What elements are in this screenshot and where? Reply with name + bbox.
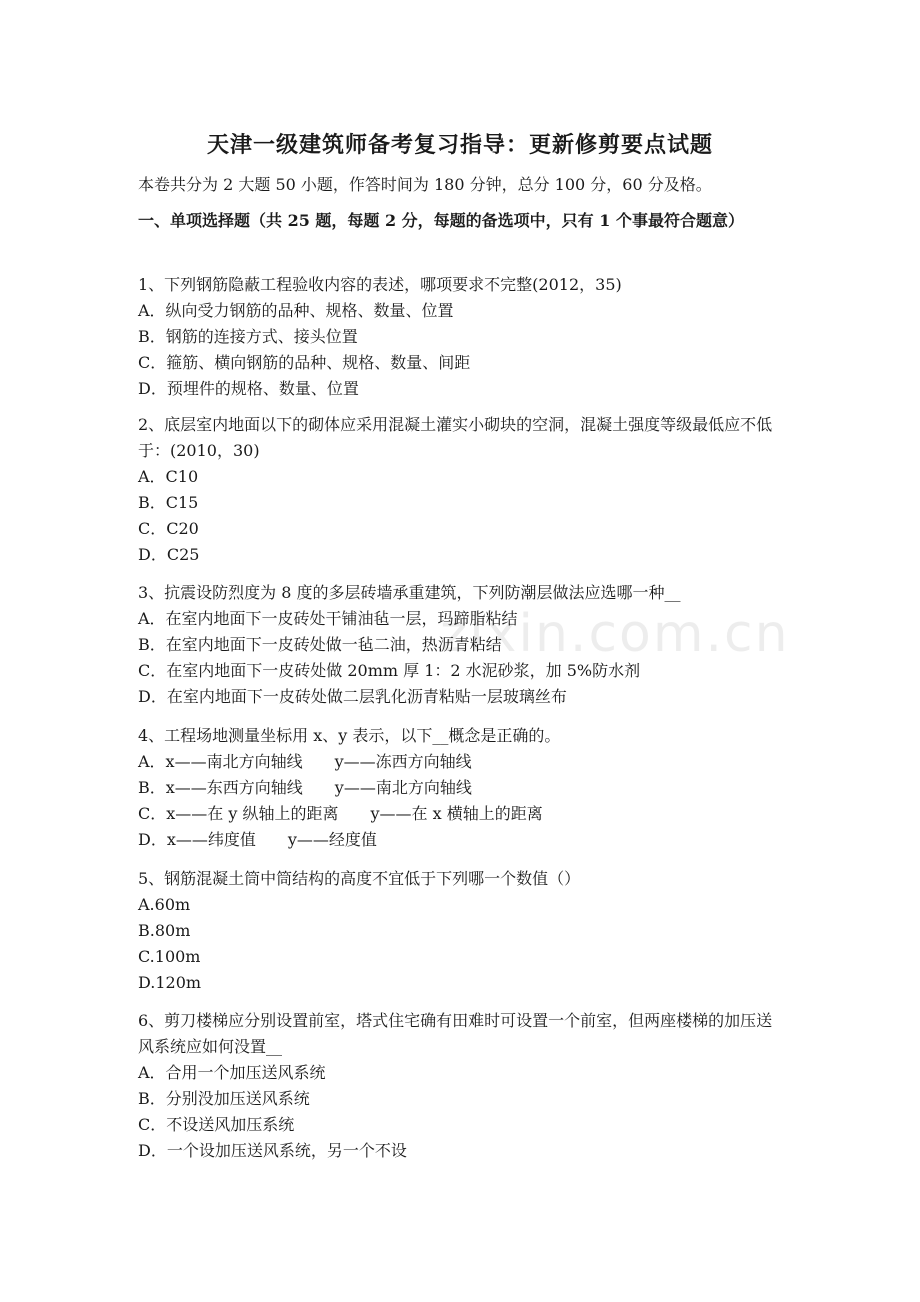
option-b: B．C15 bbox=[138, 493, 199, 512]
option-c: C．箍筋、横向钢筋的品种、规格、数量、间距 bbox=[138, 353, 471, 372]
option-c: C．x——在 y 纵轴上的距离 y——在 x 横轴上的距离 bbox=[138, 804, 543, 823]
question-stem: 4、工程场地测量坐标用 x、y 表示，以下__概念是正确的。 bbox=[138, 726, 561, 745]
option-d: D．在室内地面下一皮砖处做二层乳化沥青粘贴一层玻璃丝布 bbox=[138, 687, 567, 706]
option-a: A．x——南北方向轴线 y——冻西方向轴线 bbox=[138, 752, 472, 771]
option-d: D．C25 bbox=[138, 545, 200, 564]
option-b: B．x——东西方向轴线 y——南北方向轴线 bbox=[138, 778, 472, 797]
option-b: B．分别没加压送风系统 bbox=[138, 1089, 310, 1108]
option-d: D.120m bbox=[138, 973, 202, 992]
option-a: A.60m bbox=[138, 895, 191, 914]
question-6 bbox=[138, 1008, 786, 1164]
option-d: D．x——纬度值 y——经度值 bbox=[138, 830, 377, 849]
question-stem: 1、下列钢筋隐蔽工程验收内容的表述，哪项要求不完整(2012，35) bbox=[138, 275, 622, 294]
option-a: A．合用一个加压送风系统 bbox=[138, 1063, 326, 1082]
option-d: D．一个设加压送风系统，另一个不设 bbox=[138, 1141, 407, 1160]
option-b: B.80m bbox=[138, 921, 191, 940]
question-4 bbox=[138, 723, 786, 853]
question-stem: 3、抗震设防烈度为 8 度的多层砖墙承重建筑，下列防潮层做法应选哪一种__ bbox=[138, 583, 681, 602]
option-c: C．在室内地面下一皮砖处做 20mm 厚 1：2 水泥砂浆，加 5%防水剂 bbox=[138, 661, 641, 680]
option-c: C．不设送风加压系统 bbox=[138, 1115, 295, 1134]
option-a: A．纵向受力钢筋的品种、规格、数量、位置 bbox=[138, 301, 454, 320]
option-a: A．在室内地面下一皮砖处干铺油毡一层，玛蹄脂粘结 bbox=[138, 609, 518, 628]
watermark: zixin.com.cn bbox=[440, 604, 790, 664]
question-5 bbox=[138, 866, 786, 996]
question-2 bbox=[138, 412, 786, 568]
question-stem: 6、剪刀楼梯应分别设置前室，塔式住宅确有田难时可设置一个前室，但两座楼梯的加压送风系统应如何没置__ bbox=[138, 1011, 773, 1056]
question-3 bbox=[138, 580, 786, 710]
option-b: B．钢筋的连接方式、接头位置 bbox=[138, 327, 358, 346]
exam-intro: 本卷共分为 2 大题 50 小题，作答时间为 180 分钟，总分 100 分，60 分及格。 bbox=[138, 175, 712, 194]
question-stem: 2、底层室内地面以下的砌体应采用混凝土灌实小砌块的空洞，混凝土强度等级最低应不低于：(2010，30) bbox=[138, 415, 773, 460]
question-1 bbox=[138, 272, 786, 402]
question-stem: 5、钢筋混凝土筒中筒结构的高度不宜低于下列哪一个数值（） bbox=[138, 869, 581, 888]
option-c: C.100m bbox=[138, 947, 201, 966]
option-a: A．C10 bbox=[138, 467, 199, 486]
option-b: B．在室内地面下一皮砖处做一毡二油，热沥青粘结 bbox=[138, 635, 502, 654]
option-d: D．预埋件的规格、数量、位置 bbox=[138, 379, 359, 398]
document-title: 天津一级建筑师备考复习指导：更新修剪要点试题 bbox=[206, 132, 713, 158]
section-heading: 一、单项选择题（共 25 题，每题 2 分，每题的备选项中，只有 1 个事最符合题意） bbox=[138, 211, 744, 230]
option-c: C．C20 bbox=[138, 519, 199, 538]
